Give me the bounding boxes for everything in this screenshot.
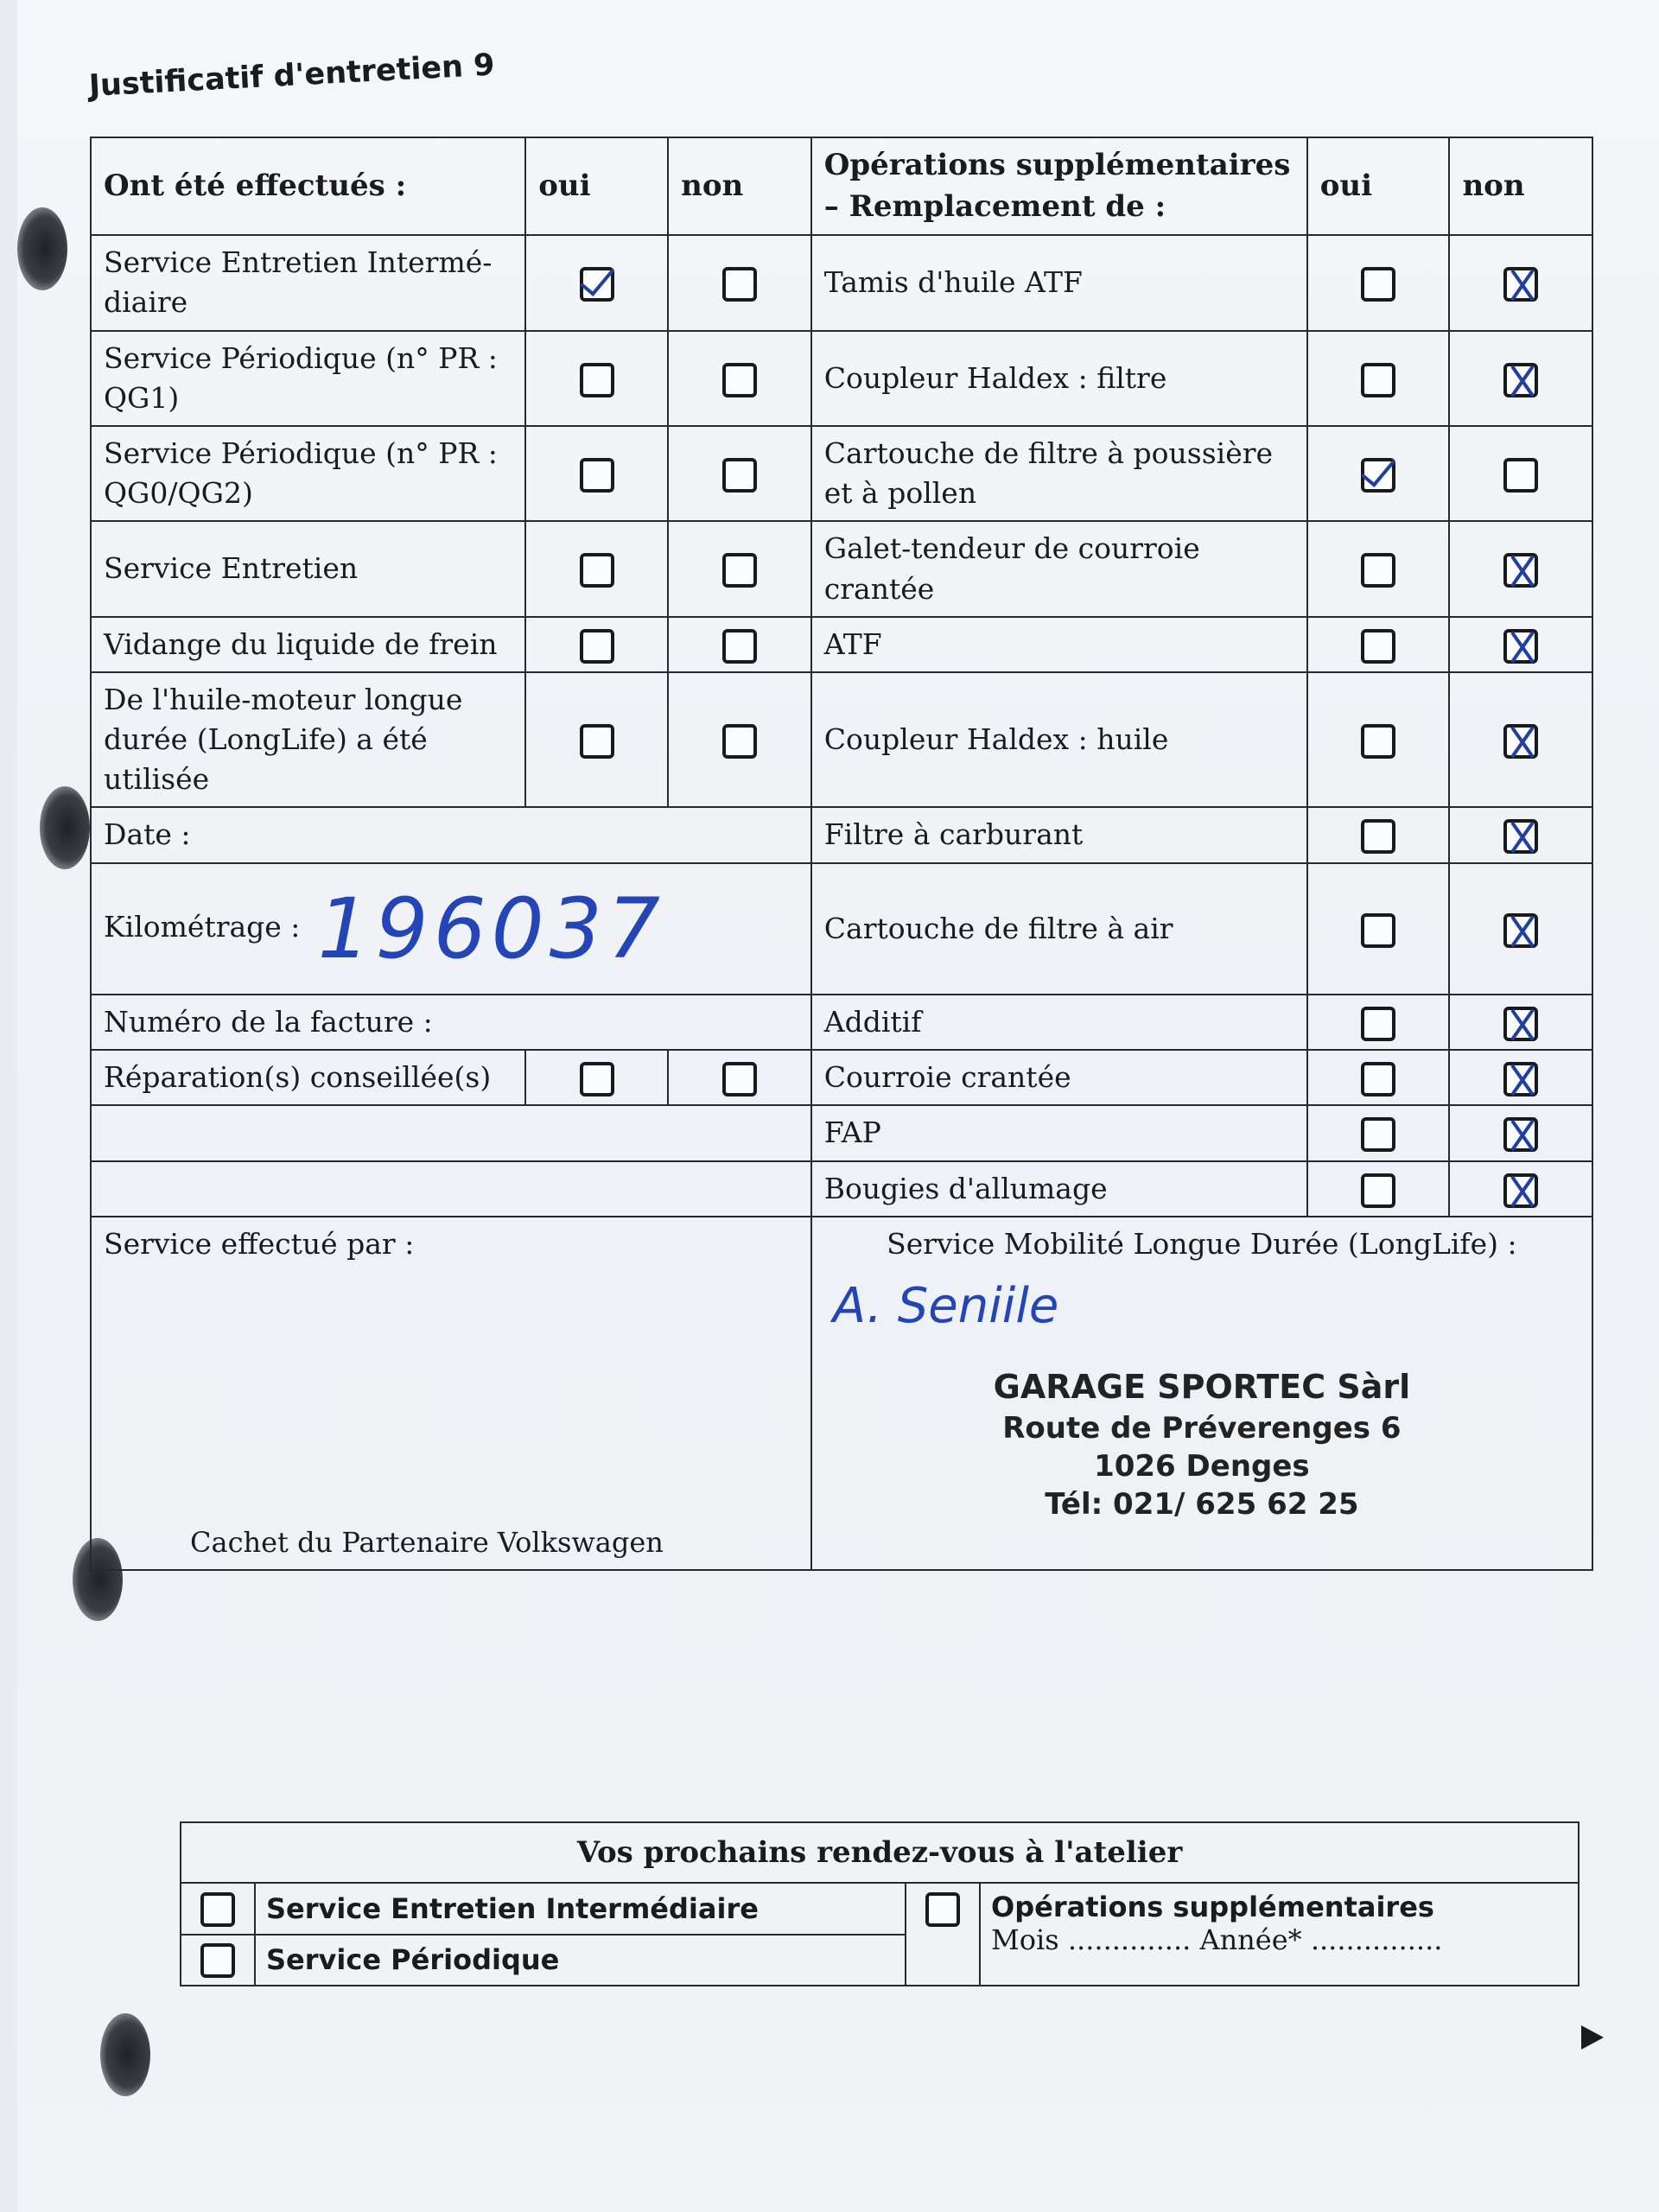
right-oui-checkbox[interactable] [1361,1117,1395,1152]
month-label: Mois .............. [991,1923,1192,1956]
stamp-city: 1026 Denges [1094,1448,1310,1484]
next-checkbox-operations[interactable] [925,1892,960,1927]
left-header-oui: oui [525,137,668,235]
next-item-periodic: Service Périodique [266,1943,560,1977]
next-item-operations: Opérations supplémentaires [991,1891,1434,1923]
left-header-non: non [668,137,811,235]
left-non-checkbox[interactable] [722,553,757,588]
right-oui-checkbox[interactable] [1361,458,1395,493]
right-row-label: Coupleur Haldex : filtre [811,331,1307,426]
next-page-arrow-icon [1581,2025,1604,2050]
right-non-checkbox[interactable] [1503,1007,1538,1041]
right-oui-checkbox[interactable] [1361,1007,1395,1041]
left-non-checkbox[interactable] [722,267,757,302]
next-checkbox-periodic[interactable] [200,1943,235,1978]
repairs-label: Réparation(s) conseillée(s) [91,1050,525,1105]
date-label: Date : [91,807,811,862]
table-row [91,672,1592,808]
right-oui-checkbox[interactable] [1361,913,1395,948]
right-oui-checkbox[interactable] [1361,1062,1395,1096]
left-row-label: Service Périodique (n° PR : QG0/QG2) [91,426,525,521]
next-appointments-title: Vos prochains rendez-vous à l'atelier [181,1822,1579,1883]
stamp-phone: Tél: 021/ 625 62 25 [1045,1487,1359,1522]
right-row-label: FAP [811,1105,1307,1160]
right-oui-checkbox[interactable] [1361,819,1395,854]
table-row [91,1161,1592,1217]
table-body [91,235,1592,1570]
repairs-non-checkbox[interactable] [722,1062,757,1096]
table-row [91,1105,1592,1160]
next-item-intermediate: Service Entretien Intermédiaire [266,1891,759,1925]
right-header-non: non [1449,137,1592,235]
next-appointments [180,1821,1580,1986]
left-oui-checkbox[interactable] [580,458,614,493]
right-non-checkbox[interactable] [1503,1117,1538,1152]
year-label: Année* ............... [1199,1923,1443,1956]
binder-hole [40,786,90,869]
right-oui-checkbox[interactable] [1361,363,1395,397]
right-oui-checkbox[interactable] [1361,553,1395,588]
left-row-label: Service Entretien [91,521,525,616]
right-row-label: Cartouche de filtre à poussière et à pollen [811,426,1307,521]
right-row-label: Cartouche de filtre à air [811,863,1307,995]
right-header-oui: oui [1307,137,1450,235]
right-row-label: Filtre à carburant [811,807,1307,862]
right-oui-checkbox[interactable] [1361,629,1395,664]
signature-row [91,1217,1592,1570]
left-non-checkbox[interactable] [722,629,757,664]
right-oui-checkbox[interactable] [1361,724,1395,759]
right-non-checkbox[interactable] [1503,1173,1538,1208]
right-header-label: Opérations supplémentaires – Remplacement de : [811,137,1307,235]
left-row-label: De l'huile-moteur longue durée (LongLife) a été utilisée [91,672,525,808]
right-non-checkbox[interactable] [1503,267,1538,302]
left-non-checkbox[interactable] [722,363,757,397]
right-non-checkbox[interactable] [1503,363,1538,397]
km-label: Kilométrage : [104,909,301,944]
table-row [91,426,1592,521]
invoice-label: Numéro de la facture : [91,995,811,1050]
maintenance-table [90,137,1593,1571]
right-row-label: Bougies d'allumage [811,1161,1307,1217]
left-oui-checkbox[interactable] [580,267,614,302]
binder-hole [100,2013,150,2096]
table-row [91,807,1592,862]
blank-line [91,1161,811,1217]
right-non-checkbox[interactable] [1503,724,1538,759]
blank-line [91,1105,811,1160]
right-non-checkbox[interactable] [1503,629,1538,664]
table-row [91,995,1592,1050]
right-oui-checkbox[interactable] [1361,1173,1395,1208]
garage-stamp [824,1366,1580,1523]
right-non-checkbox[interactable] [1503,1062,1538,1096]
right-row-label: Courroie crantée [811,1050,1307,1105]
right-row-label: Tamis d'huile ATF [811,235,1307,330]
table-row [91,617,1592,672]
service-by-label: Service effectué par : [104,1226,415,1261]
table-row [91,331,1592,426]
left-oui-checkbox[interactable] [580,629,614,664]
table-row [91,863,1592,995]
left-row-label: Vidange du liquide de frein [91,617,525,672]
right-row-label: Galet-tendeur de courroie crantée [811,521,1307,616]
right-row-label: Additif [811,995,1307,1050]
signature: A. Seniile [832,1277,1059,1334]
left-oui-checkbox[interactable] [580,553,614,588]
left-row-label: Service Entretien Intermé-diaire [91,235,525,330]
right-non-checkbox[interactable] [1503,553,1538,588]
next-checkbox-intermediate[interactable] [200,1892,235,1927]
table-row [91,1050,1592,1105]
binder-hole [17,207,67,290]
table-row [91,235,1592,330]
left-oui-checkbox[interactable] [580,363,614,397]
cachet-label: Cachet du Partenaire Volkswagen [190,1525,664,1559]
km-value[interactable]: 196037 [317,880,665,977]
right-non-checkbox[interactable] [1503,819,1538,854]
left-oui-checkbox[interactable] [580,724,614,759]
repairs-oui-checkbox[interactable] [580,1062,614,1096]
right-row-label: Coupleur Haldex : huile [811,672,1307,808]
mobility-label: Service Mobilité Longue Durée (LongLife) : [887,1226,1517,1261]
right-non-checkbox[interactable] [1503,458,1538,493]
right-non-checkbox[interactable] [1503,913,1538,948]
table-row [91,521,1592,616]
left-non-checkbox[interactable] [722,724,757,759]
left-header-label: Ont été effectués : [91,137,525,235]
document-title: Justificatif d'entretien 9 [88,48,496,104]
stamp-name: GARAGE SPORTEC Sàrl [993,1368,1411,1407]
table-header [91,137,1592,235]
right-oui-checkbox[interactable] [1361,267,1395,302]
stamp-street: Route de Préverenges 6 [1002,1410,1402,1446]
left-non-checkbox[interactable] [722,458,757,493]
document-page [17,0,1659,2212]
right-row-label: ATF [811,617,1307,672]
left-row-label: Service Périodique (n° PR : QG1) [91,331,525,426]
